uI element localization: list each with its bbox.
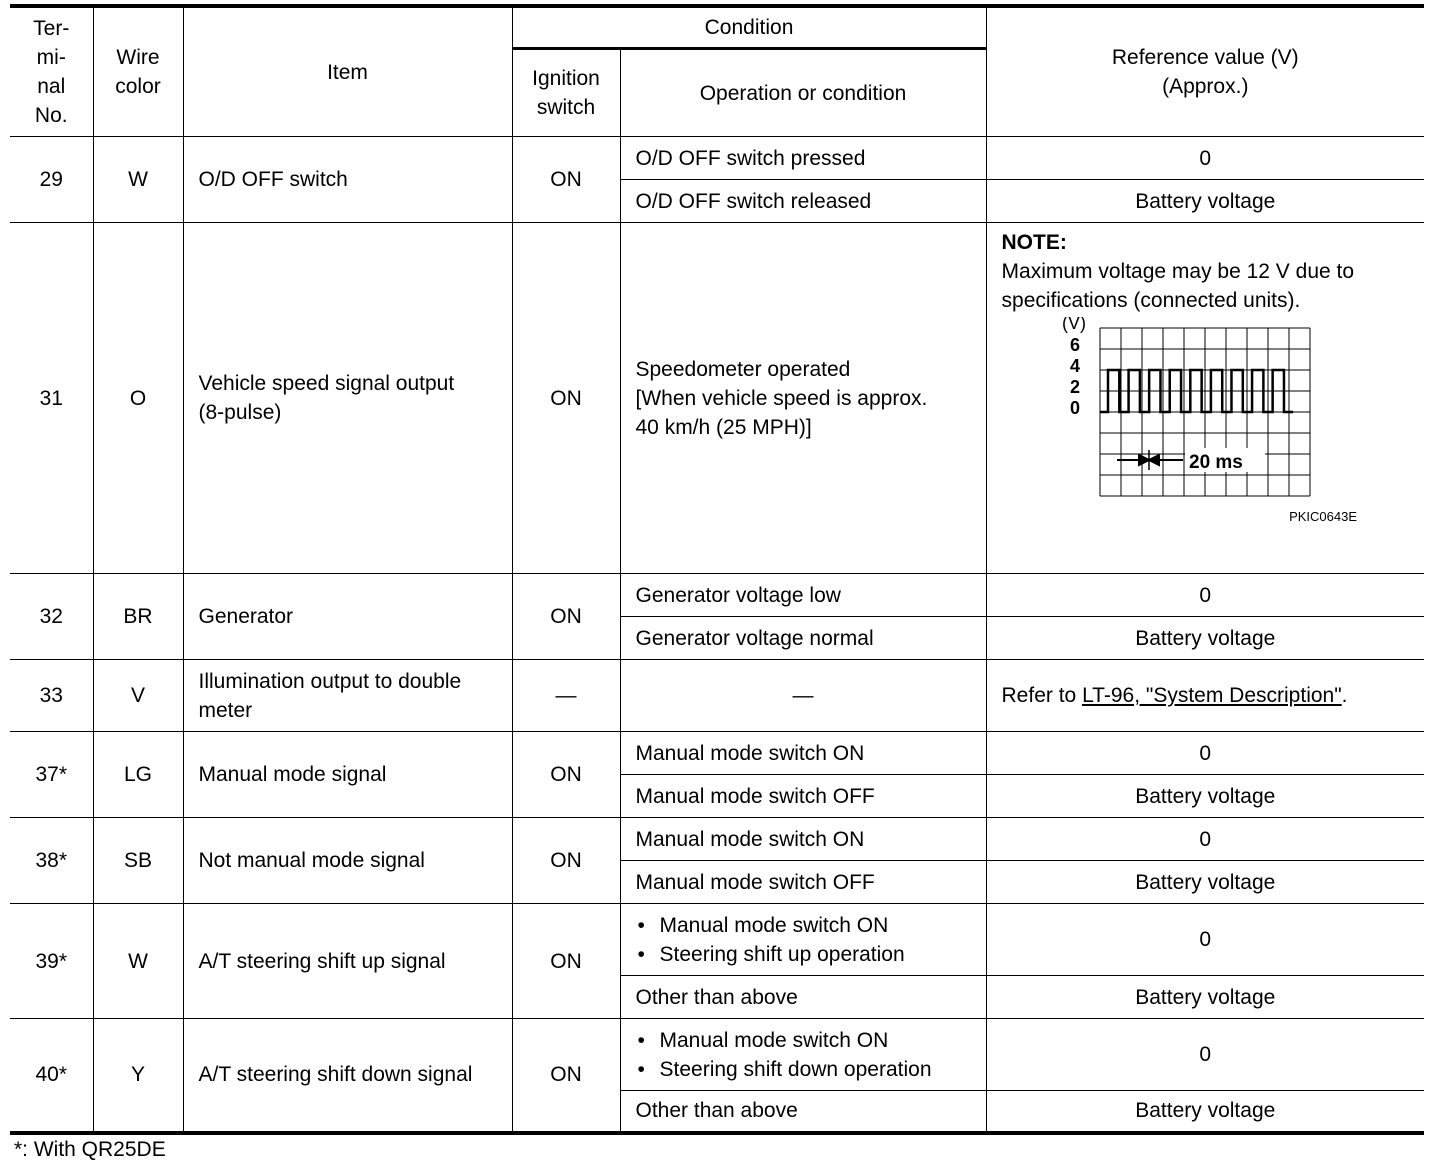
value-cell: Battery voltage xyxy=(986,861,1424,904)
table-row xyxy=(10,818,1424,861)
value-cell: Refer to LT-96, "System Description". xyxy=(986,660,1424,732)
waveform-time-label: 20 ms xyxy=(1188,452,1243,473)
waveform-diagram xyxy=(1002,317,1372,529)
condition-cell: Other than above xyxy=(620,976,986,1019)
item-cell: A/T steering shift down signal xyxy=(183,1019,512,1133)
waveform-tick-label: 4 xyxy=(1069,356,1080,376)
header-operation-condition: Operation or condition xyxy=(620,49,986,137)
condition-cell: Generator voltage low xyxy=(620,574,986,617)
value-cell: Battery voltage xyxy=(986,1091,1424,1133)
terminal-reference-table xyxy=(10,4,1424,1135)
item-cell: Illumination output to double meter xyxy=(183,660,512,732)
terminal-cell: 32 xyxy=(10,574,93,660)
ignition-cell: ON xyxy=(512,574,620,660)
wire-color-cell: SB xyxy=(93,818,183,904)
condition-bullet: • Steering shift up operation xyxy=(636,940,980,969)
ignition-cell: ON xyxy=(512,1019,620,1133)
item-cell: A/T steering shift up signal xyxy=(183,904,512,1019)
condition-bullet: • Manual mode switch ON xyxy=(636,911,980,940)
waveform-tick-label: 6 xyxy=(1069,335,1080,355)
wire-color-cell: BR xyxy=(93,574,183,660)
wire-color-cell: O xyxy=(93,223,183,574)
condition-bullet: • Steering shift down operation xyxy=(636,1055,980,1084)
waveform-tick-label: 2 xyxy=(1069,377,1080,397)
header-wire-color: Wire color xyxy=(93,6,183,137)
header-ignition-switch: Ignition switch xyxy=(512,49,620,137)
terminal-cell: 29 xyxy=(10,137,93,223)
header-condition: Condition xyxy=(512,6,986,49)
condition-cell xyxy=(620,1019,986,1091)
ignition-cell: — xyxy=(512,660,620,732)
value-cell: Battery voltage xyxy=(986,775,1424,818)
value-cell: 0 xyxy=(986,137,1424,180)
waveform-tick-label: 0 xyxy=(1069,398,1080,418)
value-cell: Battery voltage xyxy=(986,617,1424,660)
note-line: Maximum voltage may be 12 V due to xyxy=(1001,260,1355,283)
table-row xyxy=(10,223,1424,574)
figure-id: PKIC0643E xyxy=(1288,509,1357,524)
terminal-cell: 39* xyxy=(10,904,93,1019)
condition-cell xyxy=(620,904,986,976)
table-row xyxy=(10,732,1424,775)
header-terminal-no: Ter- mi- nal No. xyxy=(10,6,93,137)
condition-cell: Manual mode switch ON xyxy=(620,732,986,775)
item-cell: Not manual mode signal xyxy=(183,818,512,904)
condition-cell: — xyxy=(620,660,986,732)
footnote: *: With QR25DE xyxy=(14,1138,166,1161)
value-cell: 0 xyxy=(986,818,1424,861)
terminal-cell: 33 xyxy=(10,660,93,732)
table-row xyxy=(10,904,1424,976)
time-span-arrow xyxy=(1117,450,1183,470)
value-cell: 0 xyxy=(986,732,1424,775)
reference-link[interactable]: LT-96, "System Description" xyxy=(1082,684,1342,707)
condition-cell: Manual mode switch ON xyxy=(620,818,986,861)
terminal-cell: 40* xyxy=(10,1019,93,1133)
waveform-unit-label: (V) xyxy=(1061,317,1086,333)
condition-cell: Manual mode switch OFF xyxy=(620,775,986,818)
ignition-cell: ON xyxy=(512,904,620,1019)
value-cell: 0 xyxy=(986,1019,1424,1091)
wire-color-cell: Y xyxy=(93,1019,183,1133)
terminal-cell: 38* xyxy=(10,818,93,904)
condition-cell: Generator voltage normal xyxy=(620,617,986,660)
wire-color-cell: W xyxy=(93,137,183,223)
note-title: NOTE: xyxy=(1001,231,1067,254)
table-row xyxy=(10,137,1424,180)
terminal-cell: 37* xyxy=(10,732,93,818)
condition-cell: Speedometer operated [When vehicle speed is approx. 40 km/h (25 MPH)] xyxy=(620,223,986,574)
header-reference-value: Reference value (V) (Approx.) xyxy=(986,6,1424,137)
item-cell: O/D OFF switch xyxy=(183,137,512,223)
note-line: specifications (connected units). xyxy=(1001,289,1301,312)
value-cell: Battery voltage xyxy=(986,180,1424,223)
condition-cell: O/D OFF switch released xyxy=(620,180,986,223)
ignition-cell: ON xyxy=(512,223,620,574)
wire-color-cell: LG xyxy=(93,732,183,818)
table-row xyxy=(10,1019,1424,1091)
ignition-cell: ON xyxy=(512,137,620,223)
item-cell: Generator xyxy=(183,574,512,660)
value-cell: 0 xyxy=(986,904,1424,976)
ignition-cell: ON xyxy=(512,732,620,818)
condition-cell: Other than above xyxy=(620,1091,986,1133)
item-cell: Manual mode signal xyxy=(183,732,512,818)
condition-cell: Manual mode switch OFF xyxy=(620,861,986,904)
table-row xyxy=(10,574,1424,617)
note-cell xyxy=(986,223,1424,574)
condition-bullet: • Manual mode switch ON xyxy=(636,1026,980,1055)
value-cell: Battery voltage xyxy=(986,976,1424,1019)
condition-cell: O/D OFF switch pressed xyxy=(620,137,986,180)
value-cell: 0 xyxy=(986,574,1424,617)
item-cell: Vehicle speed signal output (8-pulse) xyxy=(183,223,512,574)
ignition-cell: ON xyxy=(512,818,620,904)
wire-color-cell: V xyxy=(93,660,183,732)
header-item: Item xyxy=(183,6,512,137)
wire-color-cell: W xyxy=(93,904,183,1019)
table-row xyxy=(10,660,1424,732)
terminal-cell: 31 xyxy=(10,223,93,574)
